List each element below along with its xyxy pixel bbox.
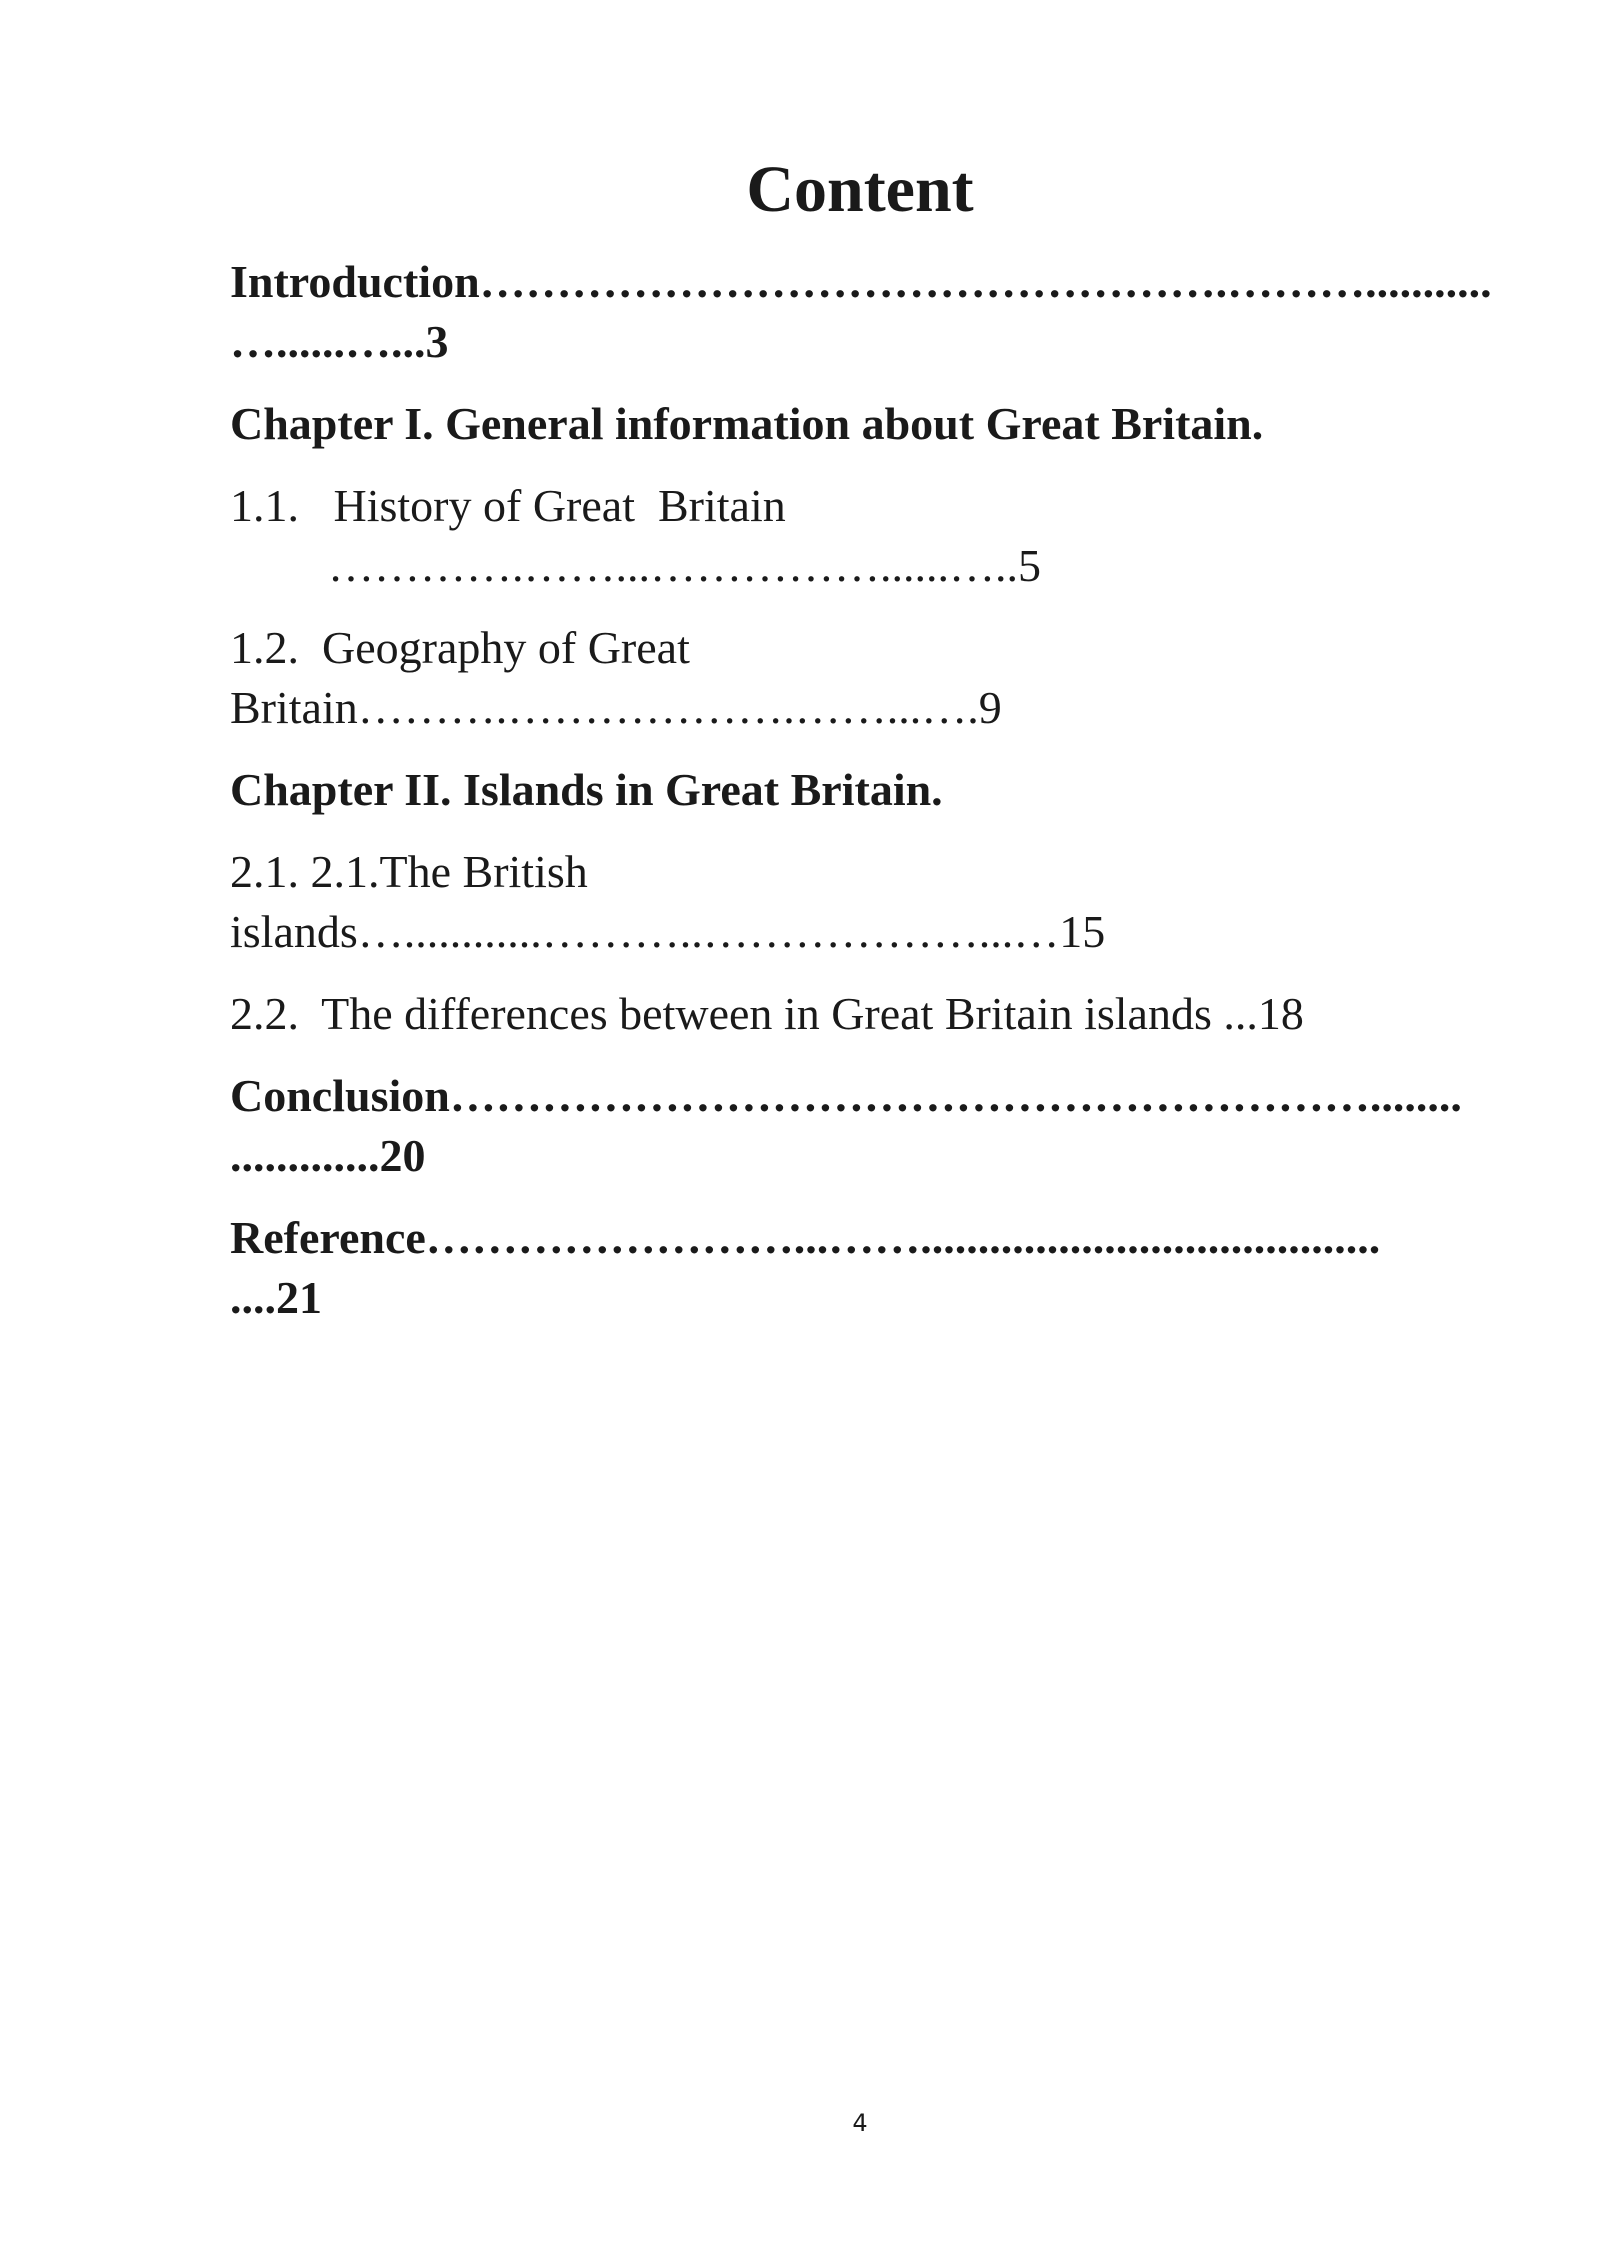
toc-conclusion-page: .............20 xyxy=(230,1130,426,1181)
toc-section-1-2-page: Britain……….……………….……...….9 xyxy=(230,682,1002,733)
toc-section-1-2-title: 1.2. Geography of Great xyxy=(230,622,690,673)
toc-section-2-1-page: islands…............………..………………...…15 xyxy=(230,906,1106,957)
toc-section-2-1-title: 2.1. 2.1.The British xyxy=(230,846,588,897)
toc-section-2-2: 2.2. The differences between in Great Britain islands ...18 xyxy=(230,988,1304,1039)
toc-reference-page: ....21 xyxy=(230,1272,322,1323)
toc-chapter-1-heading: Chapter I. General information about Great Britain. xyxy=(230,398,1264,449)
toc-conclusion-line1: Conclusion……………………………………………………........ xyxy=(230,1070,1462,1121)
toc-introduction-page: …......…...3 xyxy=(230,316,449,367)
toc-section-1-1-title: 1.1. History of Great Britain xyxy=(230,480,786,531)
page-title: Content xyxy=(746,153,974,226)
page-number: 4 xyxy=(852,2109,868,2137)
toc-reference-line1: Reference……………………...……........................................ xyxy=(230,1212,1381,1263)
toc-section-1-1-page: ………….……...……………......…..5 xyxy=(328,540,1041,591)
toc-introduction-line1: Introduction………………………………………….………........... xyxy=(230,256,1492,307)
toc-chapter-2-heading: Chapter II. Islands in Great Britain. xyxy=(230,764,943,815)
